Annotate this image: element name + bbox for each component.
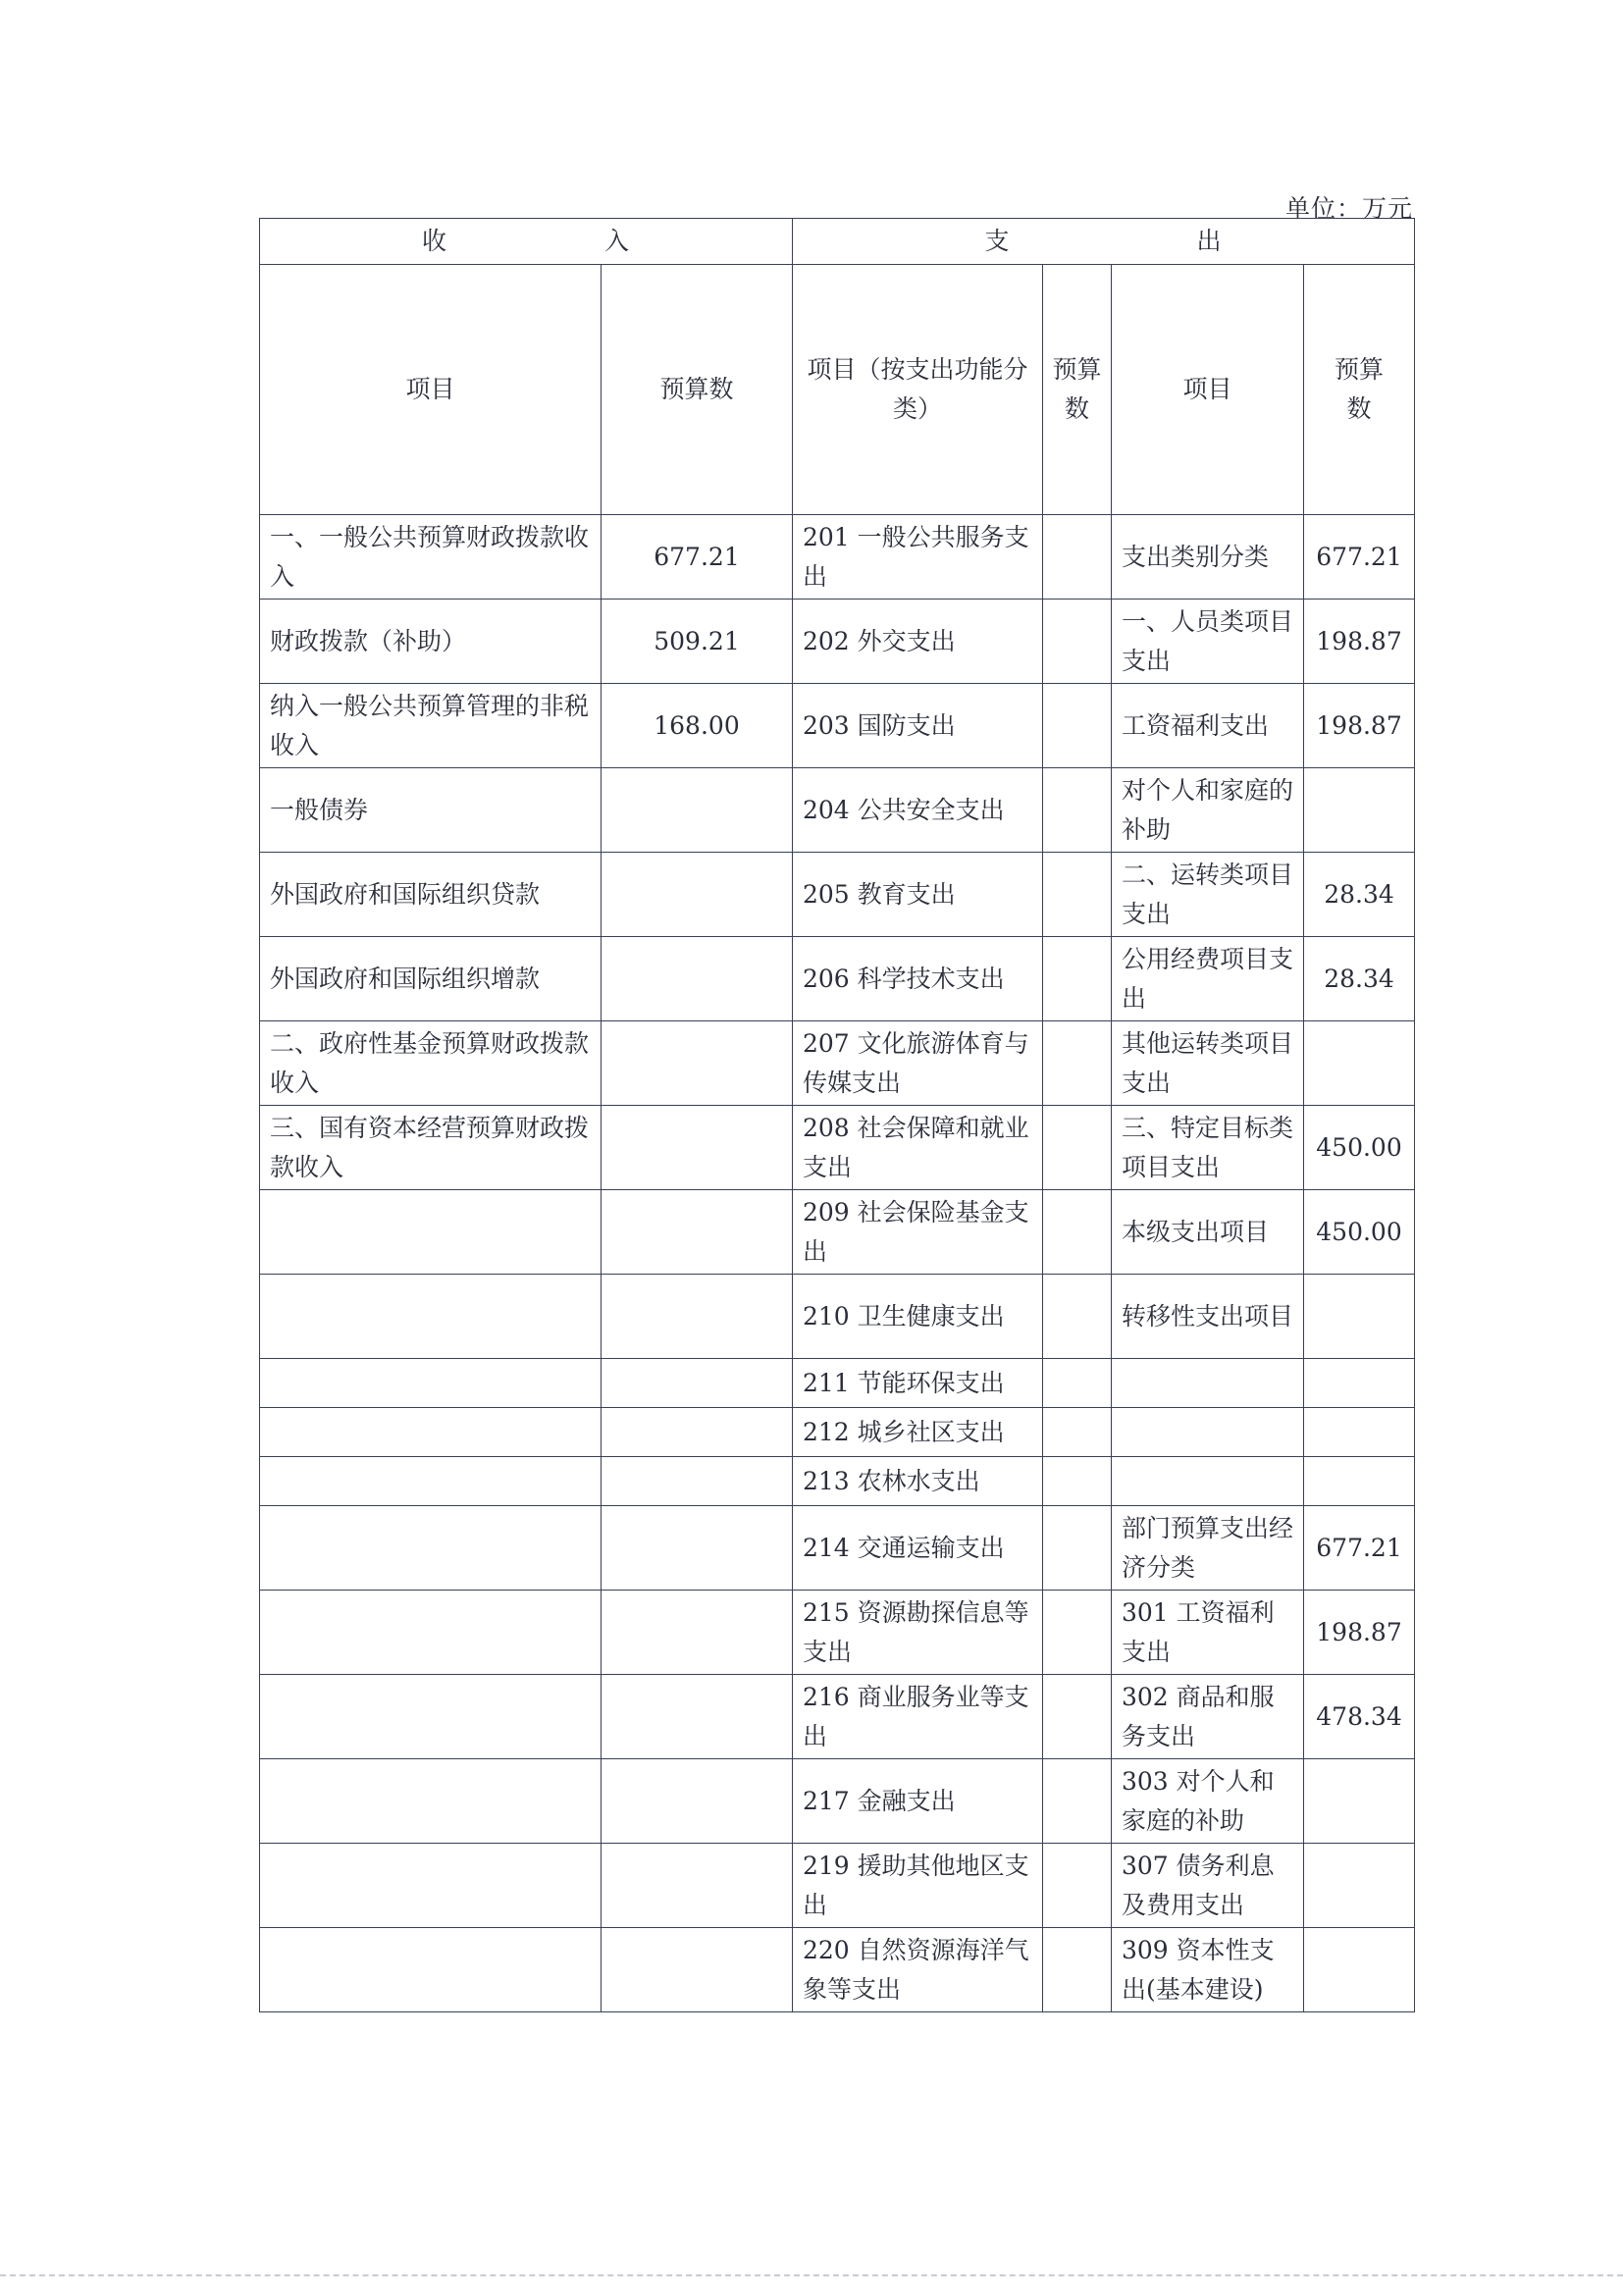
table-row	[260, 768, 1415, 853]
func-amount-cell	[1043, 1844, 1112, 1928]
func-item-cell: 205 教育支出	[793, 853, 1043, 937]
econ-item-cell	[1112, 1359, 1304, 1408]
econ-amount-header: 预算数	[1304, 265, 1415, 515]
income-item-cell	[260, 1190, 602, 1275]
func-amount-cell	[1043, 1759, 1112, 1844]
income-amount-cell	[602, 937, 793, 1021]
econ-item-cell	[1112, 1457, 1304, 1506]
table-row	[260, 1591, 1415, 1675]
func-amount-cell	[1043, 1675, 1112, 1759]
func-amount-cell	[1043, 1928, 1112, 2012]
income-item-cell: 二、政府性基金预算财政拨款收入	[260, 1021, 602, 1106]
income-item-cell	[260, 1675, 602, 1759]
econ-amount-cell: 478.34	[1304, 1675, 1415, 1759]
income-item-cell	[260, 1591, 602, 1675]
income-amount-cell: 677.21	[602, 515, 793, 600]
section-header-row	[260, 219, 1415, 265]
econ-item-cell: 转移性支出项目	[1112, 1275, 1304, 1359]
income-section-header	[260, 219, 793, 265]
column-header-row	[260, 265, 1415, 515]
income-amount-cell	[602, 1106, 793, 1190]
func-item-cell: 217 金融支出	[793, 1759, 1043, 1844]
table-row	[260, 1928, 1415, 2012]
table-row	[260, 853, 1415, 937]
econ-item-cell: 其他运转类项目支出	[1112, 1021, 1304, 1106]
func-amount-cell	[1043, 1275, 1112, 1359]
econ-item-header: 项目	[1112, 265, 1304, 515]
econ-item-cell: 303 对个人和家庭的补助	[1112, 1759, 1304, 1844]
income-item-cell	[260, 1457, 602, 1506]
page-bottom-rule	[0, 2274, 1623, 2276]
func-item-cell: 204 公共安全支出	[793, 768, 1043, 853]
econ-item-cell: 302 商品和服务支出	[1112, 1675, 1304, 1759]
func-amount-cell	[1043, 684, 1112, 768]
econ-item-cell: 三、特定目标类项目支出	[1112, 1106, 1304, 1190]
table-row	[260, 937, 1415, 1021]
func-item-cell: 209 社会保险基金支出	[793, 1190, 1043, 1275]
func-amount-cell	[1043, 853, 1112, 937]
income-item-cell: 外国政府和国际组织贷款	[260, 853, 602, 937]
income-amount-cell	[602, 768, 793, 853]
income-item-cell: 一般债券	[260, 768, 602, 853]
income-amount-cell	[602, 853, 793, 937]
expense-section-label-b: 出	[1196, 227, 1223, 255]
econ-item-cell: 一、人员类项目支出	[1112, 600, 1304, 684]
table-row	[260, 1275, 1415, 1359]
income-amount-cell	[602, 1021, 793, 1106]
income-item-cell: 纳入一般公共预算管理的非税收入	[260, 684, 602, 768]
econ-item-cell: 工资福利支出	[1112, 684, 1304, 768]
table-row	[260, 1759, 1415, 1844]
func-item-cell: 219 援助其他地区支出	[793, 1844, 1043, 1928]
func-item-cell: 202 外交支出	[793, 600, 1043, 684]
econ-item-cell: 309 资本性支出(基本建设)	[1112, 1928, 1304, 2012]
func-item-cell: 207 文化旅游体育与传媒支出	[793, 1021, 1043, 1106]
income-amount-cell	[602, 1591, 793, 1675]
func-amount-cell	[1043, 600, 1112, 684]
income-amount-cell	[602, 1457, 793, 1506]
func-item-cell: 203 国防支出	[793, 684, 1043, 768]
func-item-cell: 211 节能环保支出	[793, 1359, 1043, 1408]
func-amount-cell	[1043, 1506, 1112, 1591]
income-amount-cell	[602, 1275, 793, 1359]
table-row	[260, 684, 1415, 768]
income-amount-cell	[602, 1408, 793, 1457]
income-item-cell	[260, 1759, 602, 1844]
func-item-cell: 213 农林水支出	[793, 1457, 1043, 1506]
func-item-cell: 215 资源勘探信息等支出	[793, 1591, 1043, 1675]
income-item-cell	[260, 1506, 602, 1591]
func-amount-cell	[1043, 1106, 1112, 1190]
expense-section-label-a: 支	[984, 227, 1011, 255]
func-item-cell: 206 科学技术支出	[793, 937, 1043, 1021]
income-amount-cell	[602, 1506, 793, 1591]
econ-amount-cell	[1304, 1457, 1415, 1506]
econ-item-cell: 支出类别分类	[1112, 515, 1304, 600]
econ-amount-cell: 28.34	[1304, 853, 1415, 937]
econ-item-cell: 307 债务利息及费用支出	[1112, 1844, 1304, 1928]
econ-amount-cell	[1304, 1759, 1415, 1844]
econ-item-cell: 本级支出项目	[1112, 1190, 1304, 1275]
income-amount-cell: 509.21	[602, 600, 793, 684]
income-item-cell: 一、一般公共预算财政拨款收入	[260, 515, 602, 600]
func-amount-cell	[1043, 937, 1112, 1021]
econ-amount-cell	[1304, 1021, 1415, 1106]
func-amount-cell	[1043, 1591, 1112, 1675]
budget-table	[259, 218, 1415, 2012]
econ-amount-cell	[1304, 1928, 1415, 2012]
func-item-cell: 201 一般公共服务支出	[793, 515, 1043, 600]
table-row	[260, 1190, 1415, 1275]
income-amount-cell	[602, 1928, 793, 2012]
income-amount-cell	[602, 1675, 793, 1759]
econ-amount-cell: 677.21	[1304, 1506, 1415, 1591]
func-item-cell: 210 卫生健康支出	[793, 1275, 1043, 1359]
expense-section-header	[793, 219, 1415, 265]
income-amount-cell	[602, 1759, 793, 1844]
table-row	[260, 1506, 1415, 1591]
income-item-cell	[260, 1275, 602, 1359]
income-amount-cell	[602, 1844, 793, 1928]
income-section-label-a: 收	[421, 227, 447, 255]
table-row	[260, 1675, 1415, 1759]
func-item-cell: 212 城乡社区支出	[793, 1408, 1043, 1457]
econ-amount-cell: 198.87	[1304, 684, 1415, 768]
income-amount-cell	[602, 1190, 793, 1275]
income-item-cell	[260, 1928, 602, 2012]
econ-amount-cell	[1304, 1359, 1415, 1408]
func-item-cell: 208 社会保障和就业支出	[793, 1106, 1043, 1190]
income-amount-header: 预算数	[602, 265, 793, 515]
econ-amount-cell	[1304, 1408, 1415, 1457]
table-row	[260, 600, 1415, 684]
table-row	[260, 1106, 1415, 1190]
econ-amount-cell	[1304, 1275, 1415, 1359]
econ-amount-cell: 198.87	[1304, 600, 1415, 684]
econ-item-cell	[1112, 1408, 1304, 1457]
econ-item-cell: 部门预算支出经济分类	[1112, 1506, 1304, 1591]
func-item-cell: 220 自然资源海洋气象等支出	[793, 1928, 1043, 2012]
func-item-cell: 216 商业服务业等支出	[793, 1675, 1043, 1759]
income-item-cell	[260, 1844, 602, 1928]
table-row	[260, 1457, 1415, 1506]
econ-amount-cell: 450.00	[1304, 1190, 1415, 1275]
func-item-cell: 214 交通运输支出	[793, 1506, 1043, 1591]
econ-amount-cell: 28.34	[1304, 937, 1415, 1021]
econ-amount-cell	[1304, 768, 1415, 853]
table-row	[260, 1844, 1415, 1928]
income-item-cell	[260, 1408, 602, 1457]
func-amount-cell	[1043, 1408, 1112, 1457]
econ-amount-cell: 198.87	[1304, 1591, 1415, 1675]
income-section-label-b: 入	[604, 227, 631, 255]
func-amount-cell	[1043, 1190, 1112, 1275]
table-row	[260, 1359, 1415, 1408]
func-amount-header: 预算数	[1043, 265, 1112, 515]
income-item-cell: 三、国有资本经营预算财政拨款收入	[260, 1106, 602, 1190]
econ-amount-cell: 450.00	[1304, 1106, 1415, 1190]
econ-item-cell: 公用经费项目支出	[1112, 937, 1304, 1021]
func-amount-cell	[1043, 1359, 1112, 1408]
income-item-cell	[260, 1359, 602, 1408]
table-row	[260, 515, 1415, 600]
func-amount-cell	[1043, 1021, 1112, 1106]
econ-item-cell: 301 工资福利支出	[1112, 1591, 1304, 1675]
func-amount-cell	[1043, 1457, 1112, 1506]
table-row	[260, 1408, 1415, 1457]
econ-item-cell: 二、运转类项目支出	[1112, 853, 1304, 937]
unit-label: 单位：万元	[1284, 194, 1413, 223]
func-amount-cell	[1043, 515, 1112, 600]
income-item-header: 项目	[260, 265, 602, 515]
econ-amount-cell: 677.21	[1304, 515, 1415, 600]
econ-item-cell: 对个人和家庭的补助	[1112, 768, 1304, 853]
income-amount-cell	[602, 1359, 793, 1408]
income-amount-cell: 168.00	[602, 684, 793, 768]
income-item-cell: 财政拨款（补助）	[260, 600, 602, 684]
func-amount-cell	[1043, 768, 1112, 853]
income-item-cell: 外国政府和国际组织增款	[260, 937, 602, 1021]
func-item-header: 项目（按支出功能分类）	[793, 265, 1043, 515]
econ-amount-cell	[1304, 1844, 1415, 1928]
table-row	[260, 1021, 1415, 1106]
